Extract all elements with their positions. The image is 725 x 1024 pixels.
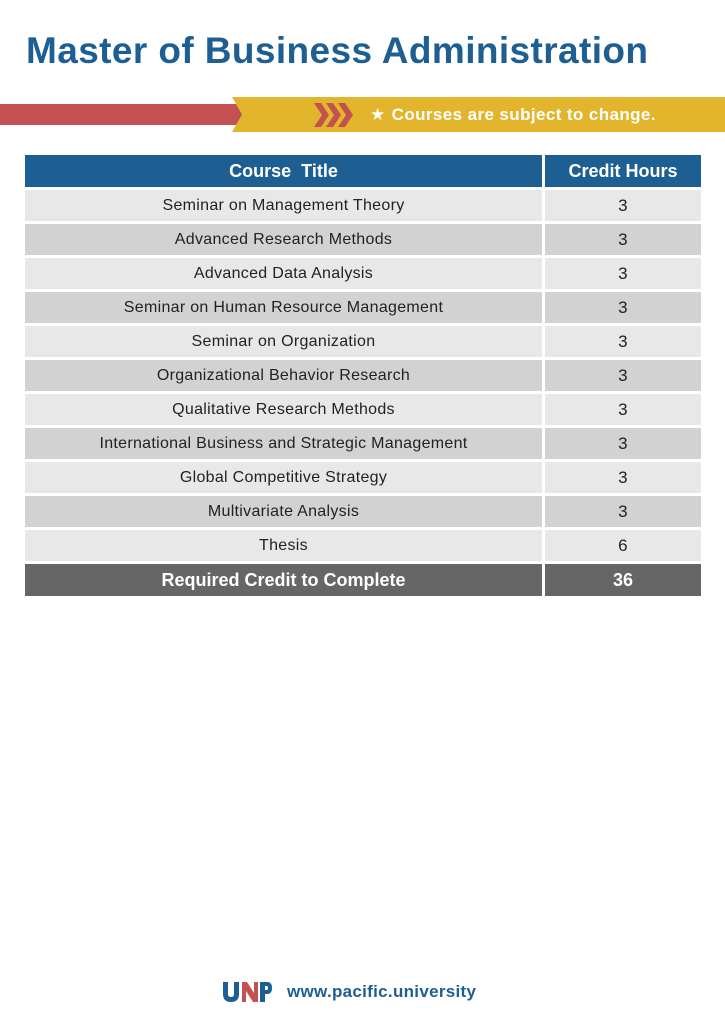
course-title-cell: International Business and Strategic Management [25, 428, 545, 459]
credit-hours-cell: 3 [545, 462, 701, 493]
credit-hours-cell: 3 [545, 394, 701, 425]
course-table [25, 152, 701, 599]
chevrons-icon [314, 103, 354, 127]
table-row [25, 530, 701, 561]
change-notice-text: Courses are subject to change. [391, 105, 656, 124]
course-rows [25, 190, 701, 561]
table-header-row [25, 155, 701, 187]
table-row [25, 326, 701, 357]
table-row [25, 360, 701, 391]
course-title-cell: Qualitative Research Methods [25, 394, 545, 425]
course-title-cell: Thesis [25, 530, 545, 561]
credit-hours-cell: 3 [545, 326, 701, 357]
credit-hours-cell: 3 [545, 496, 701, 527]
table-row [25, 224, 701, 255]
notice-banner [0, 97, 725, 135]
credit-hours-cell: 3 [545, 190, 701, 221]
university-logo [221, 979, 273, 1005]
page-title: Master of Business Administration [26, 30, 649, 71]
table-row [25, 292, 701, 323]
course-title-cell: Seminar on Human Resource Management [25, 292, 545, 323]
table-row [25, 428, 701, 459]
credit-hours-cell: 3 [545, 258, 701, 289]
course-title-cell: Advanced Data Analysis [25, 258, 545, 289]
star-icon: ★ [370, 105, 386, 124]
footer [221, 978, 476, 1006]
credit-hours-cell: 3 [545, 292, 701, 323]
table-row [25, 394, 701, 425]
total-credits: 36 [545, 564, 701, 596]
table-row [25, 496, 701, 527]
credit-hours-cell: 3 [545, 360, 701, 391]
change-notice [370, 105, 656, 125]
table-row [25, 462, 701, 493]
column-header-course-title: Course Title [25, 155, 545, 187]
course-title-cell: Advanced Research Methods [25, 224, 545, 255]
total-label: Required Credit to Complete [25, 564, 545, 596]
course-title-cell: Multivariate Analysis [25, 496, 545, 527]
column-header-credit-hours: Credit Hours [545, 155, 701, 187]
table-row [25, 258, 701, 289]
total-row [25, 564, 701, 596]
table-row [25, 190, 701, 221]
course-title-cell: Seminar on Organization [25, 326, 545, 357]
course-title-cell: Global Competitive Strategy [25, 462, 545, 493]
credit-hours-cell: 6 [545, 530, 701, 561]
credit-hours-cell: 3 [545, 428, 701, 459]
course-title-cell: Organizational Behavior Research [25, 360, 545, 391]
course-title-cell: Seminar on Management Theory [25, 190, 545, 221]
credit-hours-cell: 3 [545, 224, 701, 255]
website-link[interactable]: www.pacific.university [287, 982, 477, 1001]
